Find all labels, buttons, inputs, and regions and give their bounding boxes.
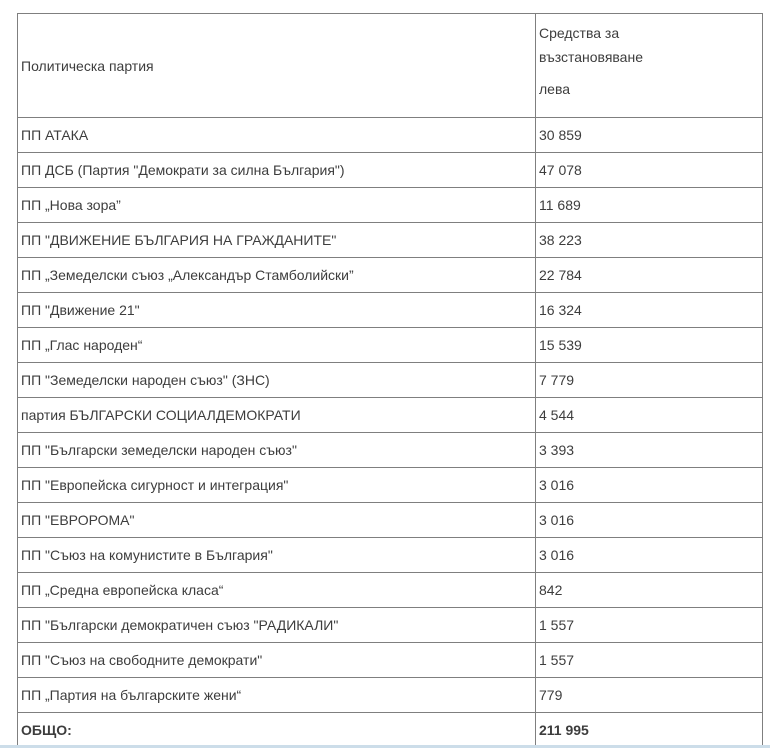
table-row <box>18 643 763 678</box>
table-row <box>18 573 763 608</box>
total-row <box>18 713 763 748</box>
amount-cell: 22 784 <box>536 258 763 293</box>
party-name-cell: ПП "Български демократичен съюз "РАДИКАЛИ" <box>18 608 536 643</box>
party-name-cell: ПП „Глас народен“ <box>18 328 536 363</box>
amount-cell: 38 223 <box>536 223 763 258</box>
party-name-cell: партия БЪЛГАРСКИ СОЦИАЛДЕМОКРАТИ <box>18 398 536 433</box>
col-header-party <box>18 14 536 118</box>
amount-cell: 1 557 <box>536 608 763 643</box>
party-name-cell: ПП "Земеделски народен съюз" (ЗНС) <box>18 363 536 398</box>
col-header-amount <box>536 14 763 118</box>
amount-cell: 15 539 <box>536 328 763 363</box>
total-amount: 211 995 <box>536 713 763 748</box>
party-name-cell: ПП „Средна европейска класа“ <box>18 573 536 608</box>
amount-cell: 3 016 <box>536 468 763 503</box>
party-name-cell: ПП "Съюз на свободните демократи" <box>18 643 536 678</box>
table-row <box>18 468 763 503</box>
table-row <box>18 328 763 363</box>
table-row <box>18 153 763 188</box>
party-name-cell: ПП "Съюз на комунистите в България" <box>18 538 536 573</box>
table-row <box>18 433 763 468</box>
party-name-cell: ПП "Европейска сигурност и интеграция" <box>18 468 536 503</box>
amount-cell: 842 <box>536 573 763 608</box>
amount-cell: 4 544 <box>536 398 763 433</box>
amount-cell: 30 859 <box>536 118 763 153</box>
table-row <box>18 118 763 153</box>
parties-funds-table <box>17 13 763 748</box>
table-row <box>18 258 763 293</box>
amount-cell: 3 393 <box>536 433 763 468</box>
party-name-cell: ПП "Български земеделски народен съюз" <box>18 433 536 468</box>
total-label: ОБЩО: <box>18 713 536 748</box>
amount-cell: 3 016 <box>536 538 763 573</box>
amount-cell: 11 689 <box>536 188 763 223</box>
party-name-cell: ПП ДСБ (Партия "Демократи за силна България") <box>18 153 536 188</box>
party-name-cell: ПП "ЕВРОРОМА" <box>18 503 536 538</box>
col-header-amount-unit: лева <box>539 81 571 97</box>
col-header-amount-label: Средства за възстановяване <box>539 25 643 65</box>
table-row <box>18 293 763 328</box>
table-row <box>18 678 763 713</box>
table-row <box>18 608 763 643</box>
party-name-cell: ПП "Движение 21" <box>18 293 536 328</box>
table-row <box>18 538 763 573</box>
party-name-cell: ПП „Нова зора” <box>18 188 536 223</box>
header-row <box>18 14 763 118</box>
party-name-cell: ПП АТАКА <box>18 118 536 153</box>
party-name-cell: ПП „Земеделски съюз „Александър Стамболийски” <box>18 258 536 293</box>
amount-cell: 3 016 <box>536 503 763 538</box>
table-row <box>18 503 763 538</box>
amount-cell: 47 078 <box>536 153 763 188</box>
party-name-cell: ПП „Партия на българските жени“ <box>18 678 536 713</box>
table-row <box>18 363 763 398</box>
table-row <box>18 188 763 223</box>
amount-cell: 16 324 <box>536 293 763 328</box>
col-header-party-label: Политическа партия <box>21 57 154 74</box>
amount-cell: 1 557 <box>536 643 763 678</box>
amount-cell: 7 779 <box>536 363 763 398</box>
table-row <box>18 223 763 258</box>
party-name-cell: ПП "ДВИЖЕНИЕ БЪЛГАРИЯ НА ГРАЖДАНИТЕ" <box>18 223 536 258</box>
table-row <box>18 398 763 433</box>
amount-cell: 779 <box>536 678 763 713</box>
